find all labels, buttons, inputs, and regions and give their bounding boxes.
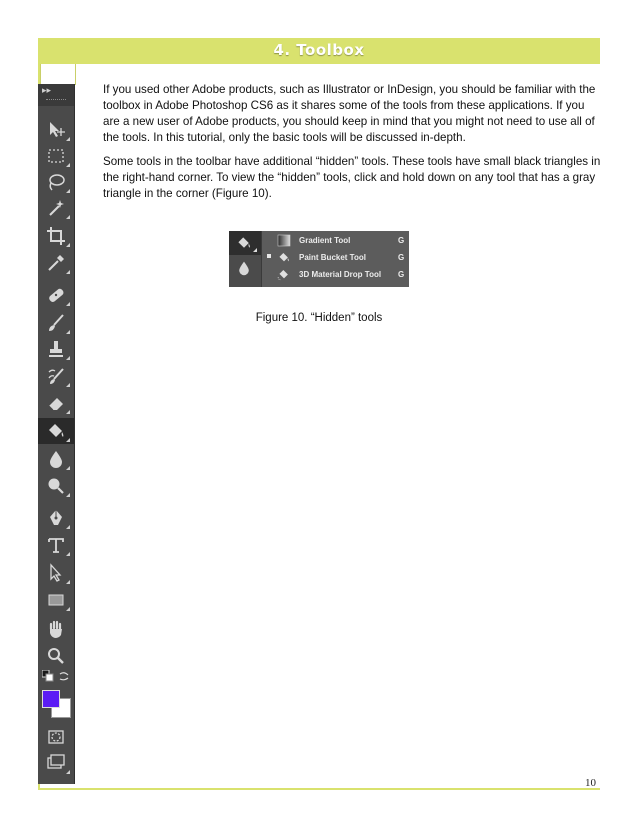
- tool-magic-wand[interactable]: [38, 195, 74, 221]
- hidden-tool-shortcut: G: [398, 253, 405, 262]
- history-brush-icon: [46, 366, 66, 386]
- marquee-icon: [46, 146, 66, 166]
- hidden-tool-item-3d-material-drop[interactable]: [265, 267, 409, 283]
- paint-bucket-icon: [235, 235, 253, 251]
- drop-icon: [46, 449, 66, 469]
- tool-paint-bucket[interactable]: [38, 418, 74, 444]
- magic-wand-icon: [46, 198, 66, 218]
- brush-icon: [46, 313, 66, 333]
- path-selection-icon: [46, 563, 66, 583]
- move-tool-icon: [46, 120, 66, 140]
- tool-rectangle[interactable]: [38, 587, 74, 613]
- dodge-icon: [46, 476, 66, 496]
- figure-caption: Figure 10. “Hidden” tools: [255, 312, 383, 324]
- tool-marquee[interactable]: [38, 143, 74, 169]
- frame-notch: [40, 64, 76, 85]
- color-controls[interactable]: [38, 668, 74, 686]
- hidden-tool-shortcut: G: [398, 270, 405, 279]
- selected-bullet-icon: [267, 254, 271, 258]
- hidden-tool-item-gradient[interactable]: [265, 233, 409, 249]
- default-colors-icon[interactable]: [42, 670, 54, 682]
- expand-arrows-icon[interactable]: ▸▸: [42, 86, 52, 96]
- photoshop-toolbar: [38, 84, 75, 784]
- tool-zoom[interactable]: [38, 643, 74, 669]
- quick-mask-button[interactable]: [38, 724, 74, 750]
- tool-crop[interactable]: [38, 223, 74, 249]
- frame-right-edge: [598, 38, 600, 64]
- hand-icon: [46, 619, 66, 639]
- paint-bucket-icon: [46, 421, 66, 441]
- bandage-icon: [46, 285, 66, 305]
- eraser-icon: [46, 393, 66, 413]
- screen-mode-icon: [46, 753, 66, 773]
- rectangle-icon: [46, 590, 66, 610]
- intro-paragraph: If you used other Adobe products, such as Illustrator or InDesign, you should be familiar with the toolbox in Adobe Photoshop CS6 as it shares some of the tools from these applications. If you are a new user of Adobe products, you should keep in mind that you might not need to use all of the tools. In this tutorial, only the basic tools will be discussed in-depth.: [103, 83, 596, 144]
- hidden-tool-shortcut: G: [398, 236, 405, 245]
- figure-hidden-tools-screenshot: [229, 231, 409, 287]
- tool-brush[interactable]: [38, 310, 74, 336]
- type-icon: [46, 535, 66, 555]
- page-title: 4. Toolbox: [273, 41, 365, 59]
- tool-healing-brush[interactable]: [38, 282, 74, 308]
- foreground-color-swatch[interactable]: [42, 690, 60, 708]
- tool-dodge[interactable]: [38, 473, 74, 499]
- tool-hand[interactable]: [38, 616, 74, 642]
- page-number: 10: [585, 777, 596, 789]
- tool-pen[interactable]: [38, 505, 74, 531]
- swap-colors-icon[interactable]: [58, 670, 70, 682]
- header-band: [38, 38, 600, 64]
- hidden-tool-label: Gradient Tool: [299, 236, 351, 245]
- hidden-tool-item-paint-bucket[interactable]: [265, 250, 409, 266]
- hidden-tools-paragraph: Some tools in the toolbar have additional “hidden” tools. These tools have small black triangles in the right-hand corner. To view the “hidden” tools, click and hold down on any tool that has a gray triangle in the corner (Figure 10).: [103, 155, 601, 200]
- quick-mask-icon: [46, 727, 66, 747]
- tool-eyedropper[interactable]: [38, 250, 74, 276]
- hidden-tool-label: 3D Material Drop Tool: [299, 270, 382, 279]
- paint-bucket-icon: [277, 251, 291, 264]
- crop-icon: [46, 226, 66, 246]
- toolbar-header[interactable]: [38, 84, 74, 106]
- figure-toolbar-strip: [229, 231, 262, 287]
- grip-icon[interactable]: [46, 99, 66, 102]
- tool-move[interactable]: [38, 117, 74, 143]
- tool-clone-stamp[interactable]: [38, 336, 74, 362]
- lasso-icon: [46, 172, 66, 192]
- tool-blur[interactable]: [38, 446, 74, 472]
- tool-path-selection[interactable]: [38, 560, 74, 586]
- frame-bottom-edge: [38, 788, 600, 790]
- stamp-icon: [46, 339, 66, 359]
- gradient-icon: [277, 234, 291, 247]
- tool-lasso[interactable]: [38, 169, 74, 195]
- tool-type[interactable]: [38, 532, 74, 558]
- tool-history-brush[interactable]: [38, 363, 74, 389]
- hidden-tool-label: Paint Bucket Tool: [299, 253, 366, 262]
- screen-mode-button[interactable]: [38, 750, 74, 776]
- drop-icon: [236, 260, 252, 276]
- pen-icon: [46, 508, 66, 528]
- tool-eraser[interactable]: [38, 390, 74, 416]
- zoom-icon: [46, 646, 66, 666]
- 3d-material-drop-icon: [277, 268, 291, 281]
- eyedropper-icon: [46, 253, 66, 273]
